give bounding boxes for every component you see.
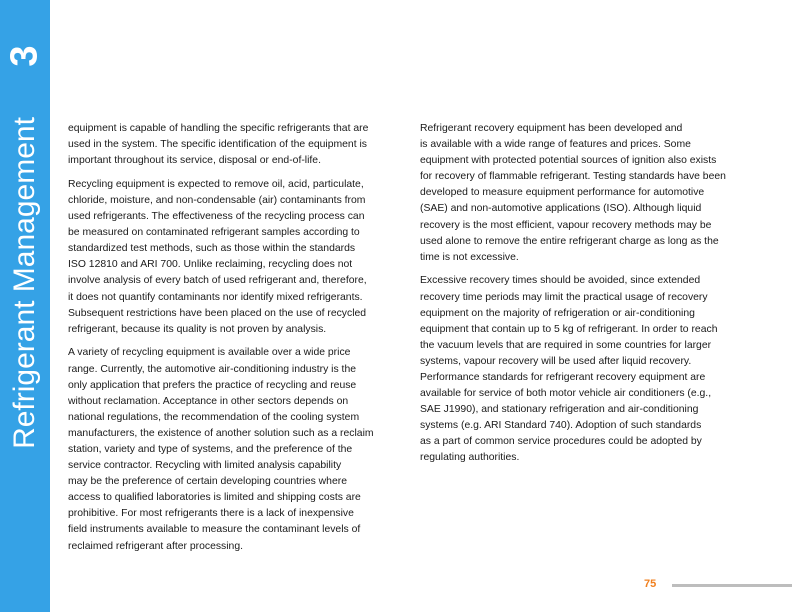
paragraph: Refrigerant recovery equipment has been developed and is available with a wide range of features and prices. Some equipment with protected potential sources of ignition also exists for recovery of flammable refrigerant. Testing standards have been developed to measure equipment performance for automotive (SAE) and non-automotive applications (ISO). Although liquid recovery is the most efficient, vapour recovery methods may be used alone to remove the entire refrigerant charge as long as the time is not excessive. (420, 123, 726, 263)
page-number: 75 (644, 578, 657, 590)
footer-divider (672, 584, 792, 587)
paragraph: Excessive recovery times should be avoided, since extended recovery time periods may limit the practical usage of recovery equipment on the majority of refrigeration or air-conditioning equipment that contain up to 5 kg of refrigerant. In order to reach the vacuum levels that are required in some countries for larger systems, vapour recovery will be used after liquid recovery. Performance standards for refrigerant recovery equipment are available for service of both motor vehicle air conditioners (e.g., SAE J1990), and stationary refrigeration and air-conditioning systems (e.g. ARI Standard 740). Adoption of such standards as a part of common service procedures could be adopted by regulating authorities. (420, 275, 718, 464)
left-column (68, 121, 404, 562)
chapter-number: 3 (3, 45, 46, 67)
paragraph: Recycling equipment is expected to remove oil, acid, particulate, chloride, moisture, and non-condensable (air) contaminants from used refrigerants. The effectiveness of the recycling process can be measured on contaminated refrigerant samples according to standardized test methods, such as those within the standards ISO 12810 and ARI 700. Unlike reclaiming, recycling does not involve analysis of every batch of used refrigerant and, therefore, it does not quantify contaminants nor identify mixed refrigerants. Subsequent restrictions have been placed on the use of recycled refrigerant, because its quality is not proven by analysis. (68, 178, 367, 335)
right-column (420, 121, 760, 474)
paragraph: A variety of recycling equipment is available over a wide price range. Currently, the automotive air-conditioning industry is the only application that prefers the practice of recycling and reuse without reclamation. Acceptance in other sectors depends on national regulations, the recommendation of the cooling system manufacturers, the existence of another solution such as a reclaim station, variety and type of systems, and the preference of the service contractor. Recycling with limited analysis capability may be the preference of certain developing countries where access to qualified laboratories is limited and shipping costs are prohibitive. For most refrigerants there is a lack of inexpensive field instruments available to measure the contaminant levels of reclaimed refrigerant after processing. (68, 347, 374, 552)
chapter-sidebar (0, 0, 50, 612)
chapter-title: Refrigerant Management (8, 117, 41, 449)
paragraph: equipment is capable of handling the specific refrigerants that are used in the system. The specific identification of the equipment is important throughout its service, disposal or end-of-life. (68, 123, 369, 167)
